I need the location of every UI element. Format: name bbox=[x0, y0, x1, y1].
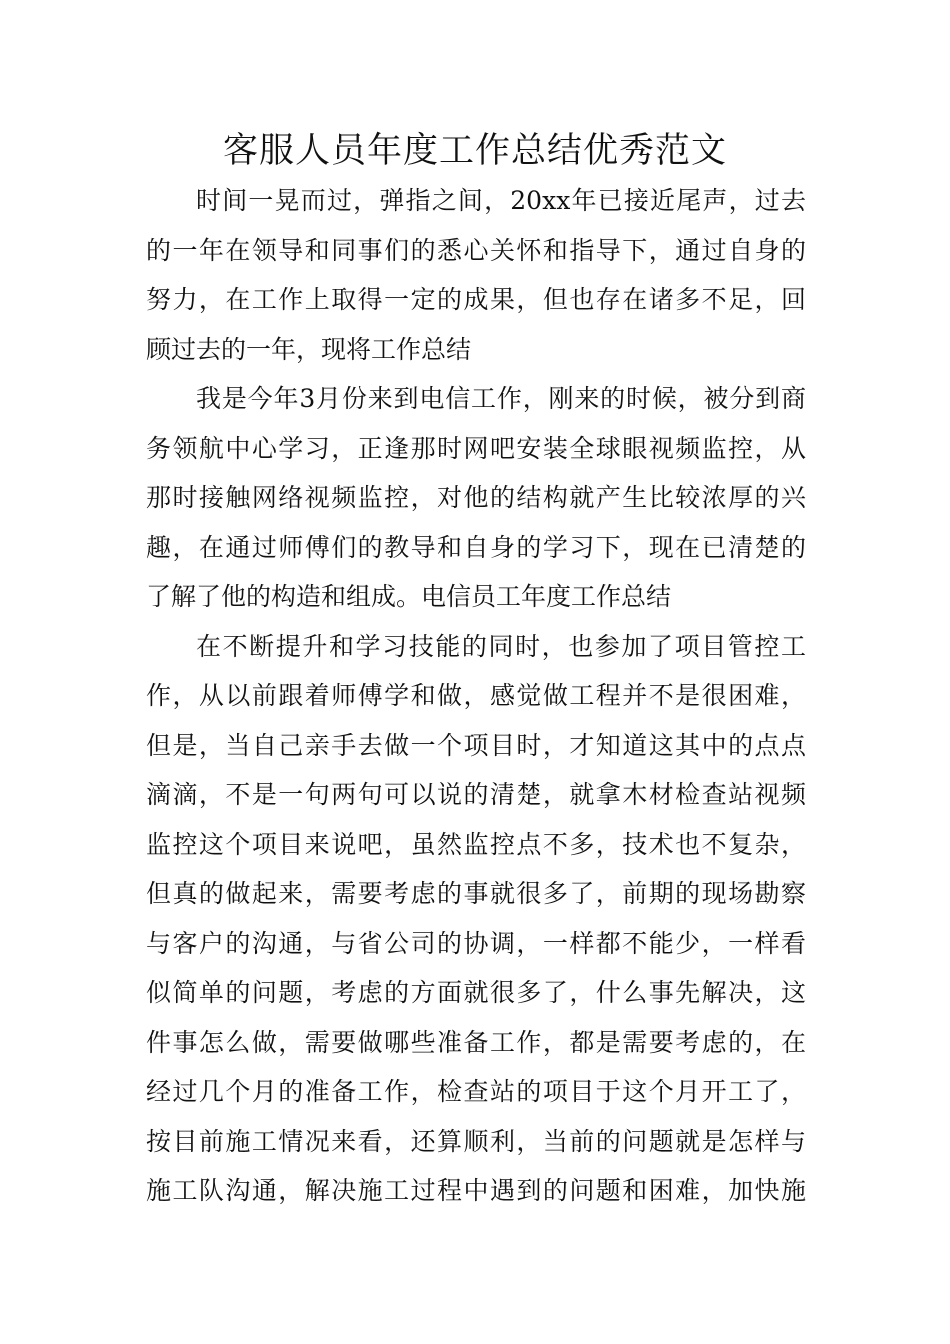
document-title: 客服人员年度工作总结优秀范文 bbox=[222, 131, 727, 171]
paragraph-3-line-10: 经过几个月的准备工作，检查站的项目于这个月开工了， bbox=[146, 1077, 806, 1106]
paragraph-3-line-12: 施工队沟通，解决施工过程中遇到的问题和困难，加快施 bbox=[146, 1176, 806, 1205]
paragraph-2-line-3: 那时接触网络视频监控，对他的结构就产生比较浓厚的兴 bbox=[146, 483, 806, 512]
paragraph-3-line-11: 按目前施工情况来看，还算顺利，当前的问题就是怎样与 bbox=[146, 1126, 806, 1156]
paragraph-3-line-4: 滴滴，不是一句两句可以说的清楚，就拿木材检查站视频 bbox=[146, 780, 806, 809]
paragraph-2-line-2: 务领航中心学习，正逢那时网吧安装全球眼视频监控，从 bbox=[146, 433, 806, 463]
paragraph-3-line-9: 件事怎么做，需要做哪些准备工作，都是需要考虑的，在 bbox=[146, 1027, 806, 1057]
paragraph-1-line-1: 时间一晃而过，弹指之间，20xx年已接近尾声，过去 bbox=[196, 186, 806, 215]
paragraph-3-line-1: 在不断提升和学习技能的同时，也参加了项目管控工 bbox=[196, 631, 806, 661]
paragraph-2-line-1: 我是今年3月份来到电信工作，刚来的时候，被分到商 bbox=[196, 384, 806, 413]
paragraph-1-line-4: 顾过去的一年，现将工作总结 bbox=[146, 334, 472, 364]
paragraph-3-line-7: 与客户的沟通，与省公司的协调，一样都不能少，一样看 bbox=[146, 928, 806, 958]
paragraph-3-line-8: 似简单的问题，考虑的方面就很多了，什么事先解决，这 bbox=[146, 978, 806, 1007]
paragraph-3-line-5: 监控这个项目来说吧，虽然监控点不多，技术也不复杂， bbox=[146, 829, 806, 859]
paragraph-3-line-2: 作，从以前跟着师傅学和做，感觉做工程并不是很困难， bbox=[146, 681, 806, 710]
paragraph-1-line-2: 的一年在领导和同事们的悉心关怀和指导下，通过自身的 bbox=[146, 235, 806, 265]
document-body bbox=[146, 176, 806, 1216]
paragraph-2-line-5: 了解了他的构造和组成。电信员工年度工作总结 bbox=[146, 582, 672, 611]
paragraph-1-line-3: 努力，在工作上取得一定的成果，但也存在诸多不足，回 bbox=[146, 285, 806, 314]
paragraph-3-line-3: 但是，当自己亲手去做一个项目时，才知道这其中的点点 bbox=[146, 730, 806, 760]
paragraph-3-line-6: 但真的做起来，需要考虑的事就很多了，前期的现场勘察 bbox=[146, 879, 806, 908]
paragraph-2-line-4: 趣，在通过师傅们的教导和自身的学习下，现在已清楚的 bbox=[146, 532, 806, 562]
